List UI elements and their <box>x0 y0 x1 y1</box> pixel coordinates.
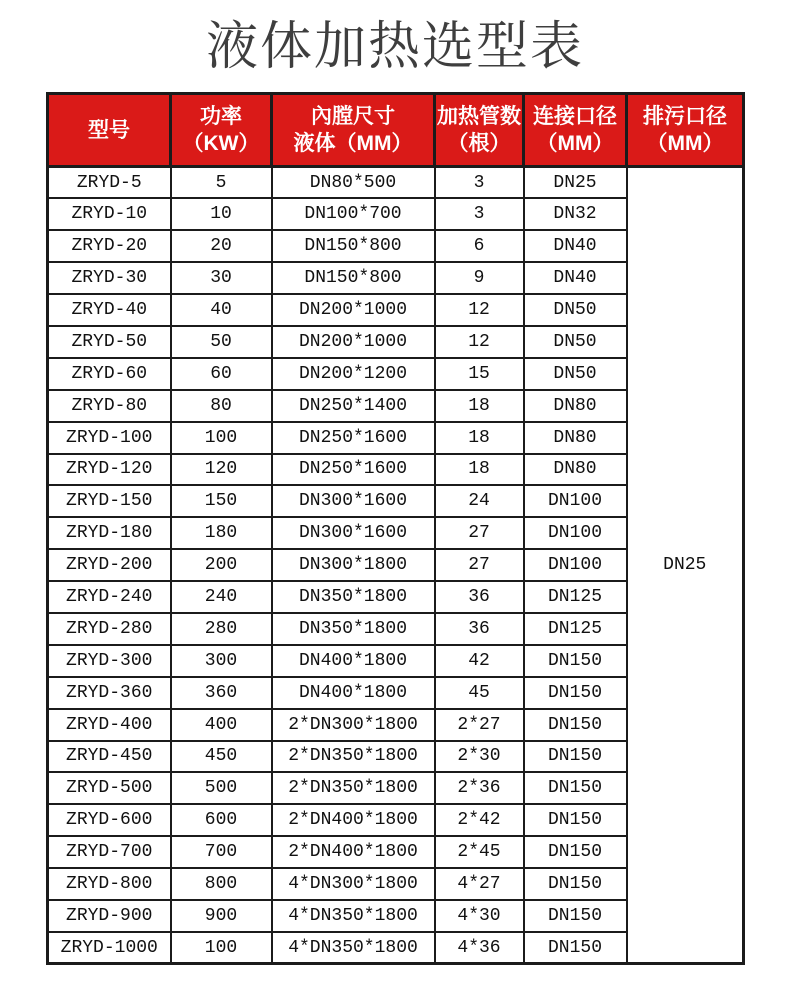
cell-power: 360 <box>171 677 272 709</box>
cell-connection-diameter: DN100 <box>524 549 627 581</box>
column-header-drain-diameter: 排污口径 （MM） <box>627 94 744 167</box>
cell-power: 180 <box>171 517 272 549</box>
cell-model: ZRYD-600 <box>48 804 171 836</box>
cell-connection-diameter: DN150 <box>524 836 627 868</box>
cell-inner-size: DN300*1800 <box>272 549 435 581</box>
cell-tube-count: 2*42 <box>435 804 524 836</box>
cell-connection-diameter: DN150 <box>524 932 627 964</box>
cell-power: 80 <box>171 390 272 422</box>
cell-inner-size: 2*DN400*1800 <box>272 804 435 836</box>
table-row <box>48 167 744 199</box>
cell-power: 300 <box>171 645 272 677</box>
cell-tube-count: 3 <box>435 167 524 199</box>
page-title: 液体加热选型表 <box>205 18 584 76</box>
cell-inner-size: 2*DN350*1800 <box>272 772 435 804</box>
cell-connection-diameter: DN150 <box>524 741 627 773</box>
cell-inner-size: DN200*1000 <box>272 326 435 358</box>
cell-model: ZRYD-500 <box>48 772 171 804</box>
cell-power: 10 <box>171 198 272 230</box>
cell-power: 400 <box>171 709 272 741</box>
cell-power: 30 <box>171 262 272 294</box>
cell-tube-count: 18 <box>435 390 524 422</box>
cell-power: 450 <box>171 741 272 773</box>
cell-model: ZRYD-20 <box>48 230 171 262</box>
column-header-power: 功率 （KW） <box>171 94 272 167</box>
cell-tube-count: 12 <box>435 326 524 358</box>
cell-connection-diameter: DN150 <box>524 900 627 932</box>
cell-inner-size: DN200*1000 <box>272 294 435 326</box>
drain-diameter-merged-cell: DN25 <box>627 167 744 964</box>
cell-model: ZRYD-800 <box>48 868 171 900</box>
cell-power: 600 <box>171 804 272 836</box>
cell-inner-size: DN300*1600 <box>272 485 435 517</box>
cell-connection-diameter: DN32 <box>524 198 627 230</box>
cell-power: 20 <box>171 230 272 262</box>
cell-power: 200 <box>171 549 272 581</box>
cell-tube-count: 2*27 <box>435 709 524 741</box>
cell-connection-diameter: DN150 <box>524 868 627 900</box>
cell-model: ZRYD-900 <box>48 900 171 932</box>
cell-model: ZRYD-60 <box>48 358 171 390</box>
cell-connection-diameter: DN80 <box>524 390 627 422</box>
cell-connection-diameter: DN50 <box>524 326 627 358</box>
cell-inner-size: DN80*500 <box>272 167 435 199</box>
cell-connection-diameter: DN100 <box>524 517 627 549</box>
liquid-heating-selection-table <box>46 92 745 965</box>
cell-tube-count: 4*36 <box>435 932 524 964</box>
cell-tube-count: 18 <box>435 422 524 454</box>
cell-model: ZRYD-40 <box>48 294 171 326</box>
cell-tube-count: 45 <box>435 677 524 709</box>
cell-inner-size: 2*DN400*1800 <box>272 836 435 868</box>
cell-tube-count: 36 <box>435 613 524 645</box>
cell-model: ZRYD-200 <box>48 549 171 581</box>
cell-model: ZRYD-80 <box>48 390 171 422</box>
cell-model: ZRYD-5 <box>48 167 171 199</box>
cell-power: 5 <box>171 167 272 199</box>
cell-connection-diameter: DN150 <box>524 772 627 804</box>
cell-model: ZRYD-100 <box>48 422 171 454</box>
cell-model: ZRYD-240 <box>48 581 171 613</box>
cell-tube-count: 6 <box>435 230 524 262</box>
cell-tube-count: 4*30 <box>435 900 524 932</box>
cell-tube-count: 2*30 <box>435 741 524 773</box>
cell-power: 120 <box>171 454 272 486</box>
table-body <box>48 167 744 964</box>
cell-connection-diameter: DN150 <box>524 804 627 836</box>
cell-connection-diameter: DN100 <box>524 485 627 517</box>
cell-connection-diameter: DN80 <box>524 422 627 454</box>
cell-inner-size: DN350*1800 <box>272 613 435 645</box>
cell-tube-count: 18 <box>435 454 524 486</box>
cell-power: 280 <box>171 613 272 645</box>
cell-inner-size: 2*DN350*1800 <box>272 741 435 773</box>
cell-inner-size: DN400*1800 <box>272 645 435 677</box>
cell-inner-size: 4*DN300*1800 <box>272 868 435 900</box>
cell-tube-count: 4*27 <box>435 868 524 900</box>
cell-model: ZRYD-180 <box>48 517 171 549</box>
cell-power: 150 <box>171 485 272 517</box>
cell-connection-diameter: DN40 <box>524 230 627 262</box>
cell-power: 500 <box>171 772 272 804</box>
cell-tube-count: 42 <box>435 645 524 677</box>
cell-inner-size: DN350*1800 <box>272 581 435 613</box>
cell-tube-count: 27 <box>435 517 524 549</box>
cell-connection-diameter: DN50 <box>524 358 627 390</box>
cell-model: ZRYD-50 <box>48 326 171 358</box>
cell-tube-count: 24 <box>435 485 524 517</box>
cell-tube-count: 12 <box>435 294 524 326</box>
cell-inner-size: DN100*700 <box>272 198 435 230</box>
cell-inner-size: DN250*1600 <box>272 422 435 454</box>
cell-power: 700 <box>171 836 272 868</box>
column-header-tube-count: 加热管数 （根） <box>435 94 524 167</box>
cell-model: ZRYD-300 <box>48 645 171 677</box>
cell-power: 100 <box>171 932 272 964</box>
cell-inner-size: DN300*1600 <box>272 517 435 549</box>
cell-model: ZRYD-450 <box>48 741 171 773</box>
cell-inner-size: 4*DN350*1800 <box>272 932 435 964</box>
table-header <box>48 94 744 167</box>
cell-tube-count: 2*45 <box>435 836 524 868</box>
cell-tube-count: 36 <box>435 581 524 613</box>
cell-inner-size: 4*DN350*1800 <box>272 900 435 932</box>
cell-connection-diameter: DN125 <box>524 581 627 613</box>
cell-power: 40 <box>171 294 272 326</box>
cell-model: ZRYD-30 <box>48 262 171 294</box>
cell-power: 60 <box>171 358 272 390</box>
column-header-model: 型号 <box>48 94 171 167</box>
cell-connection-diameter: DN150 <box>524 645 627 677</box>
cell-connection-diameter: DN50 <box>524 294 627 326</box>
cell-inner-size: DN150*800 <box>272 230 435 262</box>
cell-connection-diameter: DN25 <box>524 167 627 199</box>
cell-power: 50 <box>171 326 272 358</box>
cell-inner-size: DN250*1400 <box>272 390 435 422</box>
cell-tube-count: 27 <box>435 549 524 581</box>
table-header-row <box>48 94 744 167</box>
cell-connection-diameter: DN80 <box>524 454 627 486</box>
cell-inner-size: 2*DN300*1800 <box>272 709 435 741</box>
cell-connection-diameter: DN40 <box>524 262 627 294</box>
cell-inner-size: DN250*1600 <box>272 454 435 486</box>
cell-tube-count: 15 <box>435 358 524 390</box>
cell-tube-count: 3 <box>435 198 524 230</box>
cell-model: ZRYD-150 <box>48 485 171 517</box>
cell-connection-diameter: DN125 <box>524 613 627 645</box>
cell-inner-size: DN200*1200 <box>272 358 435 390</box>
cell-inner-size: DN400*1800 <box>272 677 435 709</box>
column-header-inner-size: 內膛尺寸 液体（MM） <box>272 94 435 167</box>
cell-model: ZRYD-700 <box>48 836 171 868</box>
cell-model: ZRYD-1000 <box>48 932 171 964</box>
cell-tube-count: 2*36 <box>435 772 524 804</box>
cell-power: 100 <box>171 422 272 454</box>
cell-model: ZRYD-10 <box>48 198 171 230</box>
cell-power: 900 <box>171 900 272 932</box>
cell-power: 800 <box>171 868 272 900</box>
cell-connection-diameter: DN150 <box>524 709 627 741</box>
column-header-connection-diameter: 连接口径 （MM） <box>524 94 627 167</box>
cell-power: 240 <box>171 581 272 613</box>
cell-model: ZRYD-120 <box>48 454 171 486</box>
cell-inner-size: DN150*800 <box>272 262 435 294</box>
cell-model: ZRYD-280 <box>48 613 171 645</box>
cell-tube-count: 9 <box>435 262 524 294</box>
cell-model: ZRYD-400 <box>48 709 171 741</box>
cell-model: ZRYD-360 <box>48 677 171 709</box>
cell-connection-diameter: DN150 <box>524 677 627 709</box>
